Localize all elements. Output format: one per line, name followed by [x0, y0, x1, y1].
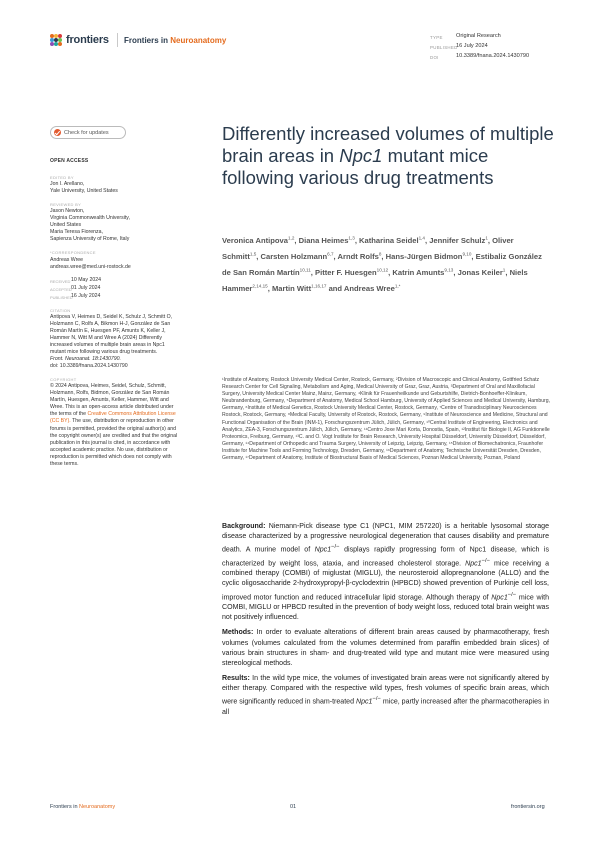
meta-key: TYPE — [430, 35, 443, 40]
author-list — [222, 231, 552, 296]
footer-journal-prefix: Frontiers in — [50, 804, 78, 810]
footer-journal-name: Neuroanatomy — [79, 804, 116, 810]
date-value: 16 July 2024 — [71, 292, 101, 299]
copyright-text: The use, distribution or reproduction in other forums is permitted, provided the original author(s) and the copyright owner(s) are credited and that the original publication in this journal is cited, in accordance with accepted academic practice. No use, distribution or reproduction is permitted which does not comply with these terms. — [50, 418, 178, 467]
title-gene: Npc1 — [339, 145, 383, 166]
date-key: RECEIVED — [50, 278, 71, 284]
check-icon — [54, 129, 61, 136]
title-text: Differently increased volumes of multiple brain areas in — [222, 123, 554, 166]
page-number: 01 — [290, 804, 297, 810]
logo-text: frontiers — [66, 34, 109, 46]
footer-site-link[interactable]: frontiersin.org — [511, 804, 545, 810]
author[interactable]: Pitter F. Huesgen$^{10,12}$, — [315, 267, 393, 277]
author[interactable]: Jennifer Schulz$^1$, — [429, 235, 493, 245]
author[interactable]: Diana Heimes$^{1,3}$, — [298, 235, 360, 245]
reviewed-by-label: REVIEWED BY — [50, 202, 82, 208]
date-row — [50, 285, 182, 293]
abstract-background: Background: Niemann-Pick disease type C1 (NPC1, MIM 257220) is a heritable lysosomal storage disease characterized by a progressive neurological degeneration that causes disability and premature death. A murine model of Npc1−/− displays rapidly progressing form of Npc1 disease, which is characterized by weight loss, ataxia, and increased cholesterol storage. Npc1−/− mice receiving a combined therapy (COMBI) of miglustat (MIGLU), the neurosteroid allopregnanolone (ALLO) and the cyclic oligosaccharide 2-hydroxypropyl-β-cyclodextrin (HPBCD) showed prevention of Purkinje cell loss, improved motor function and reduced intracellular lipid storage. Although therapy of Npc1−/− mice with COMBI, MIGLU or HPBCD resulted in the prevention of body weight loss, reduced total brain weight was not positively influenced. — [222, 523, 550, 622]
check-for-updates-button[interactable] — [50, 126, 126, 139]
date-key: PUBLISHED — [50, 294, 73, 300]
article-dates — [50, 277, 182, 301]
author[interactable]: Veronica Antipova$^{1,2}$, — [222, 235, 299, 245]
frontiers-logo-icon — [50, 34, 62, 46]
author[interactable]: Katharina Seidel$^{1,4}$, — [359, 235, 430, 245]
author[interactable]: Jonas Keiler$^1$, — [457, 267, 510, 277]
meta-doi-row — [430, 52, 529, 62]
date-value: 10 May 2024 — [71, 276, 101, 283]
citation-doi[interactable]: doi: 10.3389/fnana.2024.1430790 — [50, 363, 128, 370]
meta-key: PUBLISHED — [430, 45, 458, 50]
citation-journal: Front. Neuroanat. 18:1430790. — [50, 356, 121, 363]
license-link[interactable]: Creative Commons Attribution License (CC BY). — [50, 411, 176, 425]
author[interactable]: Carsten Holzmann$^{6,7}$, — [260, 251, 338, 261]
journal-header[interactable] — [124, 36, 226, 45]
meta-value: Original Research — [456, 33, 501, 39]
abstract — [222, 522, 549, 723]
affiliations: ¹Institute of Anatomy, Rostock University Medical Center, Rostock, Germany, ²Division of Macroscopic and Clinical Anatomy, Gottfried Schatz Research Center for Cell Signaling, Metabolism and Aging, Medical University of Graz, Graz, Austria, ³Department of Oral and Maxillofacial Surgery, University Medical Center Mainz, Mainz, Germany, ⁴Klinik für Frauenheilkunde und Geburtshilfe, Dietrich-Bonhoeffer-Klinikum, Neubrandenburg, Germany, ⁵Department of Anatomy, Medical School Hamburg, University of Applied Sciences and Medical University, Hamburg, Germany, ⁶Institute of Medical Genetics, Rostock University Medical Center, Rostock, Germany, ⁷Centre of Transdisciplinary Neurosciences Rostock, Rostock, Germany, ⁸Medical Faculty, University of Rostock, Rostock, Germany, ⁹Institute of Neuroscience and Medicine, Structural and Functional Organisation of the Brain (INM-1), Forschungszentrum Jülich, Jülich, Germany, ¹⁰Central Institute of Engineering, Electronics and Analytics, ZEA-3, Forschungszentrum Jülich, Jülich, Germany, ¹¹Centro Joxe Mari Korta, Donostia, Spain, ¹²Institut für Biologie II, AG Funktionelle Proteomics, Freiburg, Germany, ¹³C. and O. Vogt Institute for Brain Research, University Hospital Düsseldorf, University Düsseldorf, Düsseldorf, Germany, ¹⁴Department of Orthopedic and Trauma Surgery, University of Leipzig, Leipzig, Germany, ¹⁵Division of Biomechatronics, Fraunhofer Institute for Machine Tools and Forming Technology, Dresden, Germany, ¹⁶Department of Anatomy, Technische Universität Dresden, Dresden, Germany, ¹⁷Department of Anatomy, Institute of Biostructural Basis of Medical Sciences, Poznan Medical University, Poznan, Poland — [222, 377, 550, 462]
edited-by: Jon I. Arellano, Yale University, United States — [50, 181, 118, 195]
meta-value: 16 July 2024 — [456, 43, 488, 49]
abstract-methods: Methods: In order to evaluate alterations of different brain areas caused by pharmacotherapy, fresh volumes (volumes calculated from the volumes determined from paraffin embedded brain slices) of various brain structures in sham- and drug-treated wild type and mutant mice were measured using stereological methods. — [222, 629, 549, 667]
copyright — [50, 383, 182, 468]
author[interactable]: Estibaliz González de San Román Martín$^{10,11}$, — [222, 251, 542, 277]
journal-prefix: Frontiers in — [124, 36, 169, 45]
author[interactable]: Niels Hammer$^{2,14,15}$, — [222, 267, 528, 293]
date-value: 01 July 2024 — [71, 284, 101, 291]
check-updates-label: Check for updates — [64, 129, 109, 136]
author[interactable]: Arndt Rolfs$^8$, — [337, 251, 386, 261]
article-sidebar — [50, 158, 182, 468]
author[interactable]: Oliver Schmitt$^{1,5}$, — [222, 235, 514, 261]
open-access-label: OPEN ACCESS — [50, 158, 89, 164]
date-row — [50, 293, 182, 301]
reviewed-by: Jason Newton, Virginia Commonwealth University, United States Maria Teresa Fiorenza, Sapienza University of Rome, Italy — [50, 208, 130, 243]
article-title — [222, 123, 562, 189]
copyright-label: COPYRIGHT — [50, 377, 77, 383]
edited-by-label: EDITED BY — [50, 175, 74, 181]
header-divider — [117, 33, 118, 47]
correspondence[interactable]: Andreas Wree andreas.wree@med.uni-rostock.de — [50, 256, 131, 270]
author[interactable]: Andreas Wree$^{1,*}$ — [343, 283, 401, 293]
date-key: ACCEPTED — [50, 286, 72, 292]
meta-type-row — [430, 32, 529, 42]
author[interactable]: Martin Witt$^{1,16,17}$ and — [271, 283, 344, 293]
citation-label: CITATION — [50, 307, 71, 313]
abstract-results: Results: In the wild type mice, the volumes of investigated brain areas were not significantly altered by either therapy. Compared with the respective wild types, fresh volumes of specific brain areas, which were significantly reduced in sham-treated Npc1−/− mice, partly increased after the pharmacotherapies in all — [222, 675, 549, 716]
title-text: mutant mice following various drug treatments — [222, 145, 494, 188]
meta-key: DOI — [430, 55, 439, 60]
doi-link[interactable]: 10.3389/fnana.2024.1430790 — [456, 53, 530, 59]
article-meta — [430, 32, 529, 62]
citation-text: Antipova V, Heimes D, Seidel K, Schulz J, Schmitt O, Holzmann C, Rolfs A, Bikmon H-J, González de San Román Martín E, Huesgen PF, Amunts K, Keller J, Hammer N, Witt M and Wree A (2024) Differently increased volumes of multiple brain areas in Npc1 mutant mice following various drug treatments. — [50, 313, 173, 356]
journal-name: Neuroanatomy — [170, 36, 227, 45]
frontiers-logo[interactable] — [50, 34, 109, 46]
footer-journal[interactable] — [50, 804, 115, 810]
meta-published-row — [430, 42, 529, 52]
date-row — [50, 277, 182, 285]
author[interactable]: Katrin Amunts$^{9,13}$, — [392, 267, 458, 277]
copyright-text: © 2024 Antipova, Heimes, Seidel, Schulz, Schmitt, Holzmann, Rolfs, Bidmon, González de San Román Martín, Huesgen, Amunts, Keller, Hammer, Witt and Wree. This is an open-access article distributed under the terms of the — [50, 383, 174, 418]
citation — [50, 314, 182, 370]
author[interactable]: Hans-Jürgen Bidmon$^{9,10}$, — [385, 251, 476, 261]
correspondence-label: *CORRESPONDENCE — [50, 250, 96, 256]
